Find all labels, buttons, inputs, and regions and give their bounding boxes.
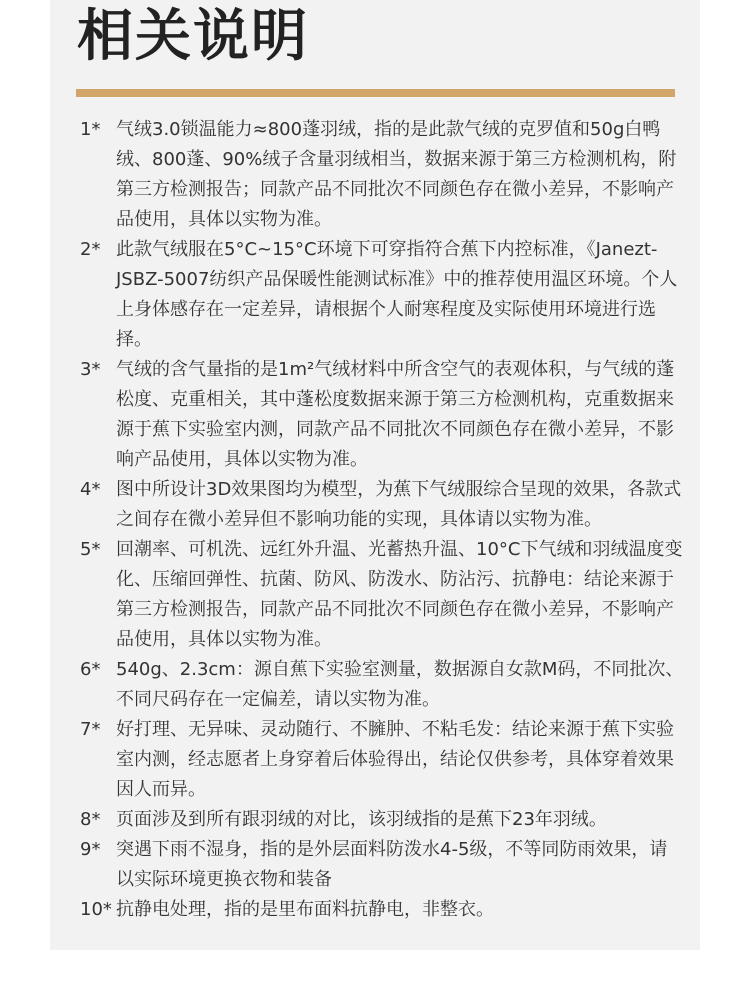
note-text: 突遇下雨不湿身，指的是外层面料防泼水4-5级，不等同防雨效果，请以实际环境更换衣物和装备: [116, 839, 668, 890]
note-number: 2*: [80, 239, 101, 260]
title-divider: [76, 89, 675, 97]
note-number: 9*: [80, 839, 101, 860]
note-text: 页面涉及到所有跟羽绒的对比，该羽绒指的是蕉下23年羽绒。: [116, 809, 607, 830]
note-item: [0, 535, 750, 655]
note-text: 气绒3.0锁温能力≈800蓬羽绒，指的是此款气绒的克罗值和50g白鸭绒、800蓬、90%绒子含量羽绒相当，数据来源于第三方检测机构，附第三方检测报告；同款产品不同批次不同颜色存在微小差异，不影响产品使用，具体以实物为准。: [116, 119, 677, 230]
note-text: 图中所设计3D效果图均为模型，为蕉下气绒服综合呈现的效果，各款式之间存在微小差异但不影响功能的实现，具体请以实物为准。: [116, 479, 682, 530]
page-title: 相关说明: [77, 4, 309, 69]
note-number: 4*: [80, 479, 101, 500]
note-number: 5*: [80, 539, 101, 560]
notes-list: [0, 115, 750, 925]
note-number: 10*: [80, 899, 112, 920]
note-text: 回潮率、可机洗、远红外升温、光蓄热升温、10°C下气绒和羽绒温度变化、压缩回弹性、抗菌、防风、防泼水、防沾污、抗静电：结论来源于第三方检测报告，同款产品不同批次不同颜色存在微小差异，不影响产品使用，具体以实物为准。: [116, 539, 683, 650]
note-item: [0, 715, 750, 805]
note-item: [0, 115, 750, 235]
note-number: 6*: [80, 659, 101, 680]
note-item: [0, 805, 750, 835]
note-item: [0, 895, 750, 925]
note-item: [0, 655, 750, 715]
note-item: [0, 235, 750, 355]
note-text: 540g、2.3cm：源自蕉下实验室测量，数据源自女款M码，不同批次、不同尺码存在一定偏差，请以实物为准。: [116, 659, 684, 710]
note-number: 1*: [80, 119, 101, 140]
note-item: [0, 835, 750, 895]
note-text: 气绒的含气量指的是1m²气绒材料中所含空气的表观体积，与气绒的蓬松度、克重相关，其中蓬松度数据来源于第三方检测机构，克重数据来源于蕉下实验室内测，同款产品不同批次不同颜色存在微小差异，不影响产品使用，具体以实物为准。: [116, 359, 675, 470]
note-number: 8*: [80, 809, 101, 830]
note-number: 7*: [80, 719, 101, 740]
note-item: [0, 475, 750, 535]
note-text: 抗静电处理，指的是里布面料抗静电，非整衣。: [116, 899, 494, 920]
note-number: 3*: [80, 359, 101, 380]
note-item: [0, 355, 750, 475]
note-text: 此款气绒服在5°C~15°C环境下可穿指符合蕉下内控标准，《Janezt-JSBZ-5007纺织产品保暖性能测试标准》中的推荐使用温区环境。个人上身体感存在一定差异，请根据个人耐寒程度及实际使用环境进行选择。: [116, 239, 678, 350]
note-text: 好打理、无异味、灵动随行、不臃肿、不粘毛发：结论来源于蕉下实验室内测，经志愿者上身穿着后体验得出，结论仅供参考，具体穿着效果因人而异。: [116, 719, 674, 800]
